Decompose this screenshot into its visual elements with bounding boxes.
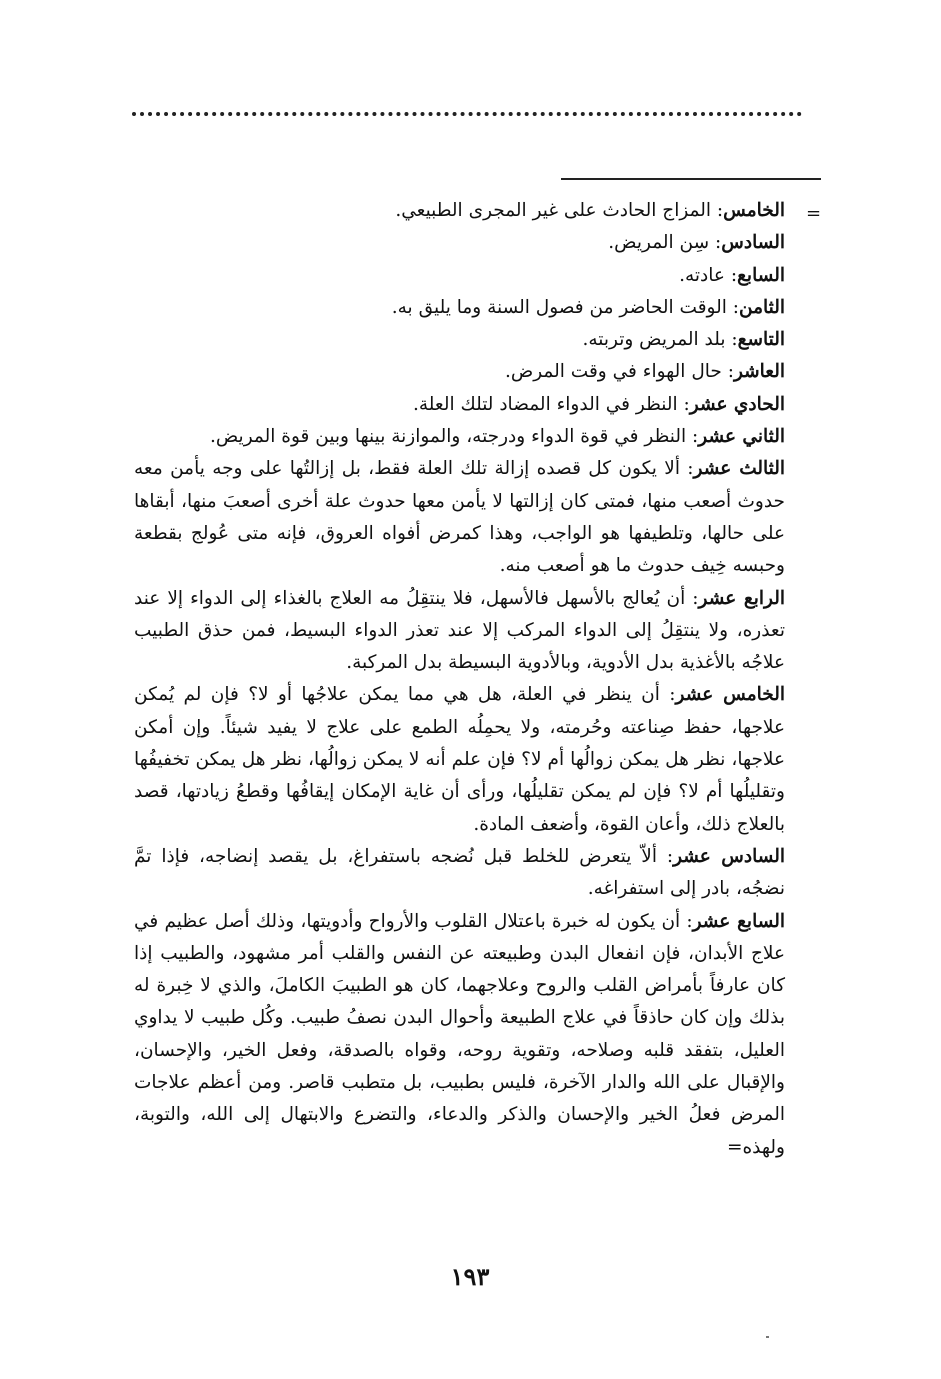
footnote-item-label: العاشر: [733, 361, 785, 383]
footnote-item: [134, 227, 785, 259]
footnote-item-label: الثامن: [739, 296, 785, 318]
footnote-separator: [561, 178, 821, 180]
footnote-item: [134, 195, 785, 227]
continuation-mark: =: [806, 203, 822, 224]
footnote-item: [134, 356, 785, 388]
footnote-item-text: : أن يكون له خبرة باعتلال القلوب والأرواح وأدويتها، وذلك أصل عظيم في علاج الأبدان، فإن انفعال البدن وطبيعته عن النفس والقلب أمر مشهود، والطبيب إذا كان عارفاً بأمراض القلب والروح وعلاجهما، كان هو الطبيبَ الكاملَ، والذي لا خِبرة له بذلك وإن كان حاذقاً في علاج الطبيعة وأحوال البدن نصفُ طبيب. وكُل طبيب لا يداوي العليل، بتفقد قلبه وصلاحه، وتقوية روحه، وقواه بالصدقة، وفعل الخير، والإحسان، والإقبال على الله والدار الآخرة، فليس بطبيب، بل متطبب قاصر. ومن أعظم علاجات المرض فعلُ الخير والإحسان والذكر والدعاء، والتضرع والابتهال إلى الله، والتوبة، ولهذه=: [134, 910, 785, 1158]
footnote-item-text: : حال الهواء في وقت المرض.: [504, 361, 734, 383]
footnote-item-label: التاسع: [737, 329, 785, 351]
footnote-item: [134, 453, 785, 582]
footnote-item-text: : أن ينظر في العلة، هل هي مما يمكن علاجُها أو لا؟ فإن لم يُمكن علاجها، حفظ صِناعته وحُرمته، ولا يحمِلُه الطمع على علاج لا يفيد شيئاً. وإن أمكن علاجها، نظر هل يمكن زوالُها أم لا؟ فإن علم أنه لا يمكن زوالُها، نظر هل يمكن تخفيفُها وتقليلُها أم لا؟ فإن لم يمكن تقليلُها، ورأى أن غاية الإمكان إيقافُها وقطعُ زيادتها، قصد بالعلاج ذلك، وأعان القوة، وأضعف المادة.: [134, 684, 785, 835]
footnote-item-text: : بلد المريض وتربته.: [582, 329, 738, 351]
scan-speck: [766, 1336, 769, 1338]
footnote-item-label: الثالث عشر: [693, 458, 785, 480]
page-number: ١٩٣: [450, 1262, 490, 1291]
footnote-item-label: الخامس عشر: [675, 684, 785, 706]
footnote-item-text: : النظر في الدواء المضاد لتلك العلة.: [413, 393, 690, 415]
footnote-item: [134, 583, 785, 680]
footnote-item-label: الخامس: [723, 200, 785, 221]
footnote-item: [134, 324, 785, 356]
footnote-item: [134, 292, 785, 324]
footnote-item-label: الحادي عشر: [689, 393, 785, 415]
footnote-item-label: السابع: [737, 264, 785, 286]
footnote-item-text: : المزاج الحادث على غير المجرى الطبيعي.: [395, 200, 724, 221]
footnote-item-text: : ألا يكون كل قصده إزالة تلك العلة فقط، بل إزالتُها على وجه يأمن معه حدوث أصعب منها، فمتى كان إزالتها لا يأمن معها حدوث علة أخرى أصعبَ منها، أبقاها على حالها، وتلطيفها هو الواجب، وهذا كمرض أفواه العروق، فإنه متى عُولج بقطعة وحبسه خِيف حدوث ما هو أصعب منه.: [134, 458, 785, 577]
footnote-item-label: السابع عشر: [692, 910, 785, 932]
footnote-item-label: الرابع عشر: [698, 587, 786, 609]
footnote-item: [134, 841, 785, 906]
footnote-item-label: السادس عشر: [673, 845, 785, 867]
footnote-item-text: : النظر في قوة الدواء ودرجته، والموازنة بينها وبين قوة المريض.: [210, 426, 699, 448]
footnote-block: [134, 195, 785, 1164]
footnote-item: [134, 679, 785, 840]
footnote-item-label: السادس: [721, 232, 785, 254]
footnote-item-text: : عادته.: [679, 264, 738, 286]
footnote-item: [134, 260, 785, 292]
footnote-item: [134, 906, 785, 1164]
header-dotted-rule: [132, 112, 802, 116]
footnote-item-text: : الوقت الحاضر من فصول السنة وما يليق به.: [391, 296, 739, 318]
footnote-item-text: : أن يُعالج بالأسهل فالأسهل، فلا ينتقِلُ مه العلاج بالغذاء إلى الدواء إلا عند تعذره، ولا ينتقِلُ إلى الدواء المركب إلا عند تعذر الدواء البسيط، فمن حذق الطبيب علاجُه بالأغذية بدل الأدوية، وبالأدوية البسيطة بدل المركبة.: [134, 587, 785, 674]
footnote-item-text: : ألاّ يتعرض للخلط قبل نُضجه باستفراغ، بل يقصد إنضاجه، فإذا تمَّ نضجُه، بادر إلى استفراغه.: [134, 845, 785, 900]
footnote-item-label: الثاني عشر: [698, 426, 785, 448]
footnote-item-text: : سِن المريض.: [608, 232, 722, 254]
footnote-item: [134, 389, 785, 421]
footnote-item: [134, 421, 785, 453]
